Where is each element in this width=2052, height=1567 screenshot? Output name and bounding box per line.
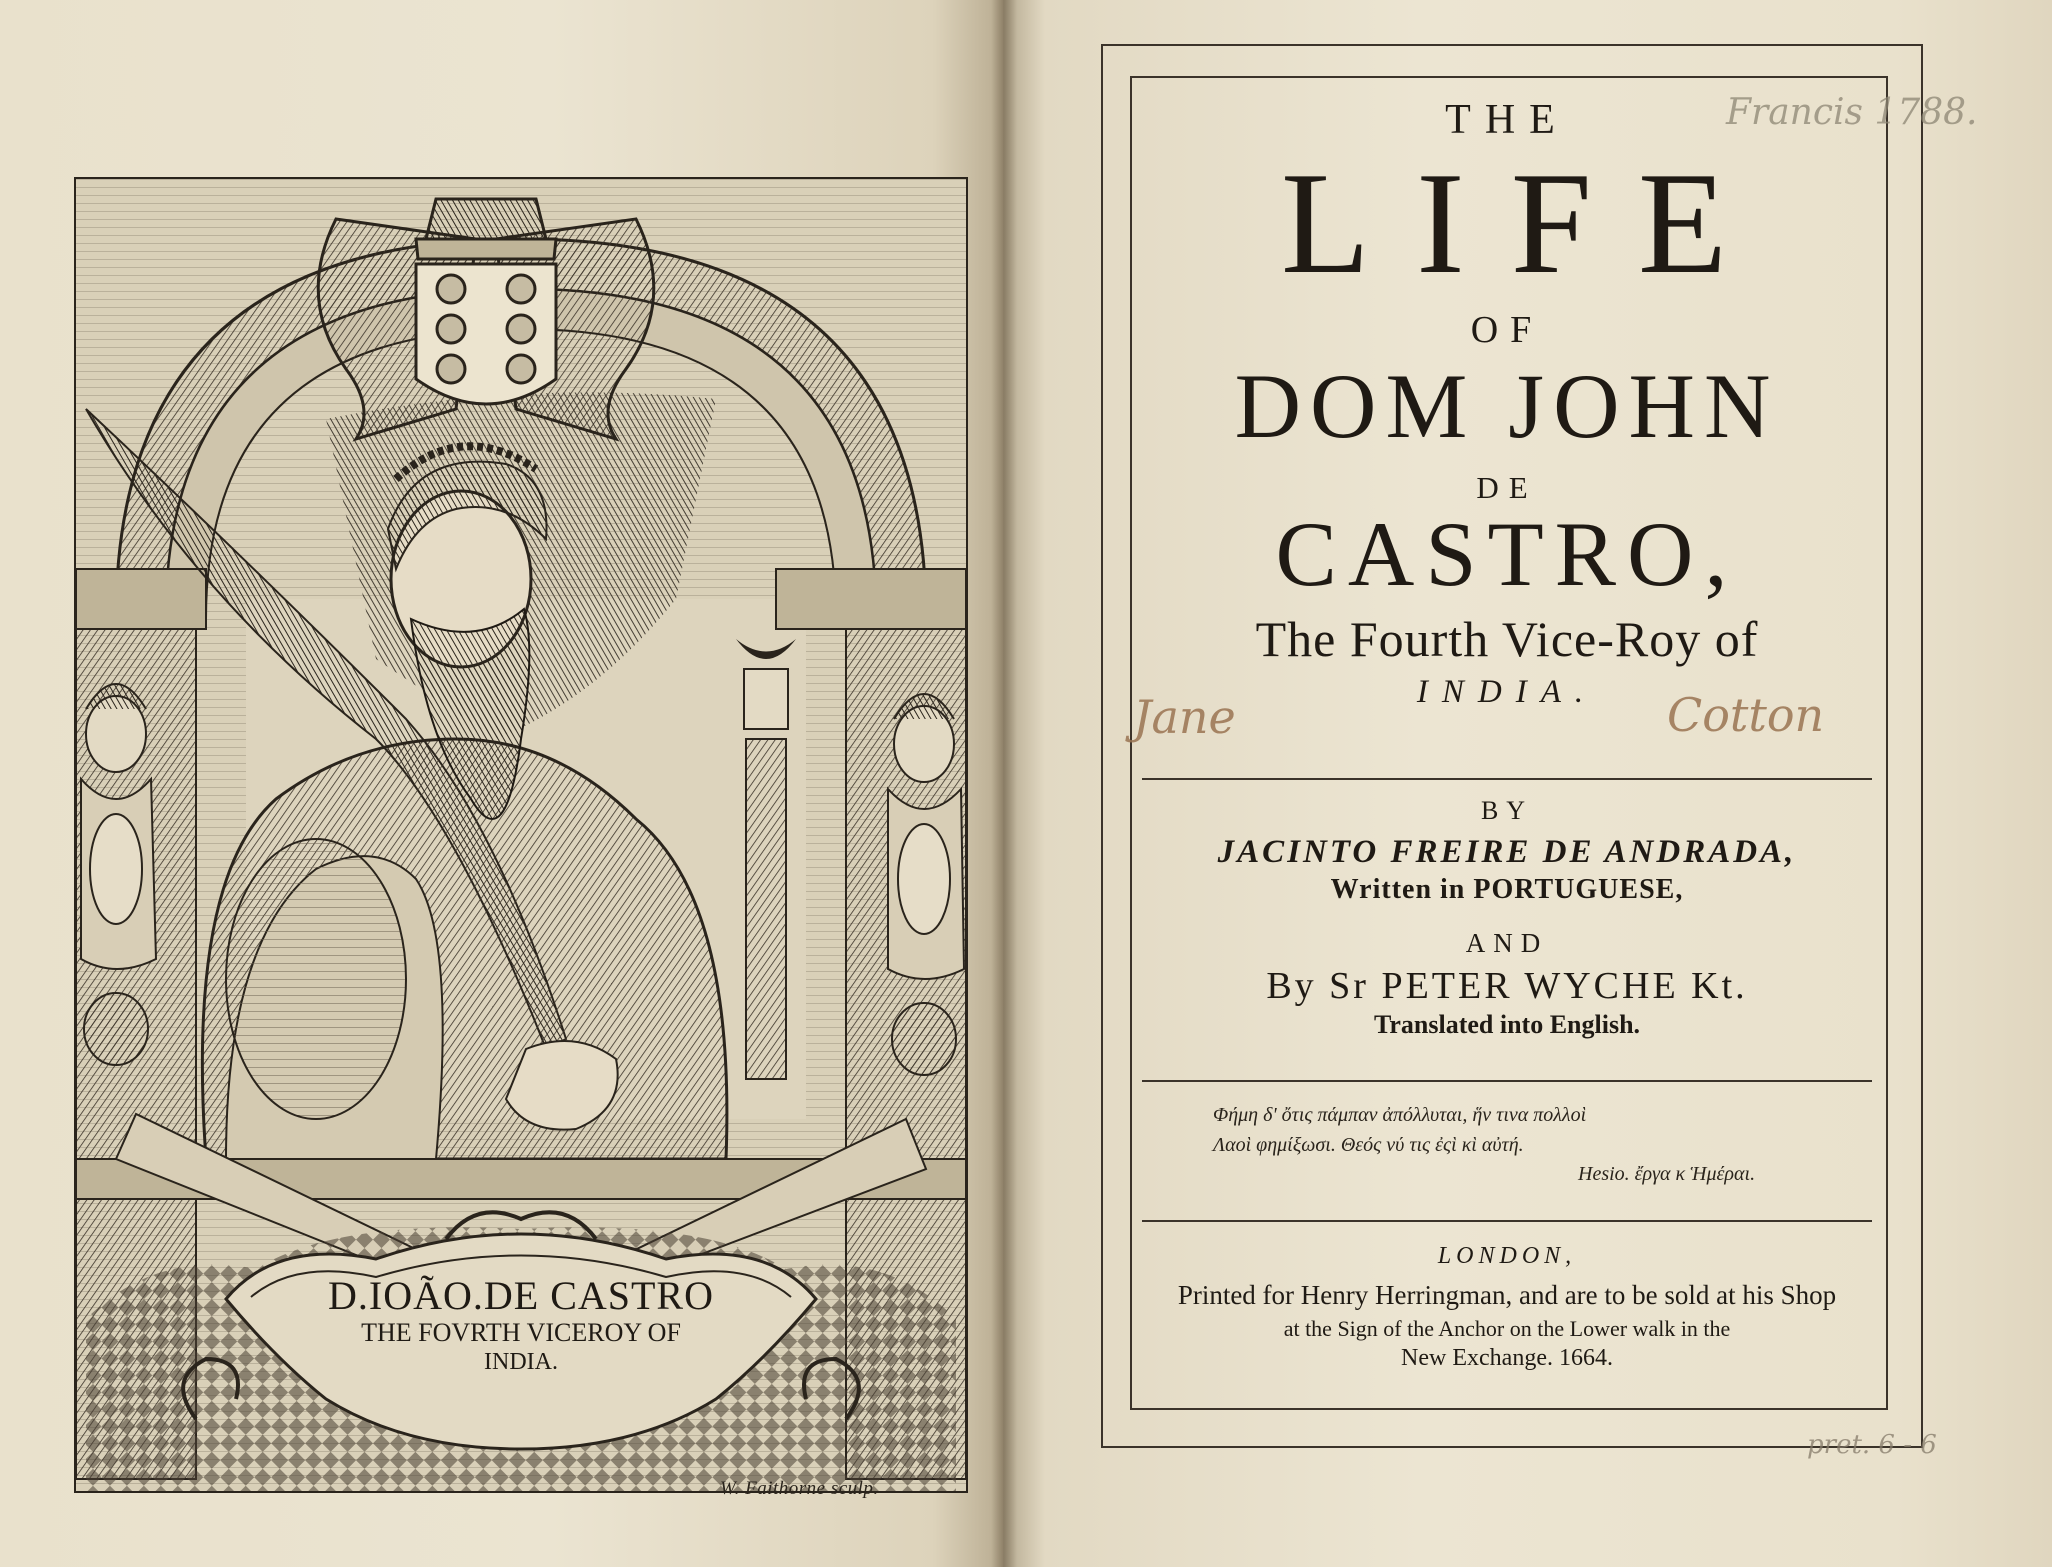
epigraph-line-1: Φήμη δ' ὄτις πάμπαν ἀπόλλυται, ἥν τινα πολλοὶ [1213,1104,1587,1126]
translated-into: Translated into English. [1373,1010,1641,1039]
handwritten-price: pret. 6 - 6 [1807,1430,1937,1460]
title-of: OF [1470,309,1544,351]
imprint-exchange-date: New Exchange. 1664. [1401,1345,1613,1371]
imprint-sign: at the Sign of the Anchor on the Lower walk in the [1283,1316,1731,1341]
written-in: Written in PORTUGUESE, [1330,874,1684,905]
imprint-london: LONDON, [1437,1243,1577,1269]
caption-title: THE FOVRTH VICEROY OF [361,1318,681,1347]
cartouche-caption [246,1274,796,1376]
imprint-printed-for: Printed for Henry Herringman, and are to be sold at his Shop [1177,1280,1837,1310]
handwritten-francis-1788: Francis 1788. [1726,92,1978,133]
author-name: JACINTO FREIRE DE ANDRADA, [1217,834,1797,870]
handwritten-cotton: Cotton [1667,688,1825,742]
rule-before-imprint [1142,1220,1872,1222]
title-vice-roy: The Fourth Vice-Roy of [1255,611,1759,667]
title-dom-john: DOM JOHN [1234,355,1780,457]
title-de: DE [1476,470,1538,505]
epigraph-line-2: Λαοὶ φημίξωσι. Θεός νύ τις ἐςὶ κὶ αὐτή. [1213,1134,1524,1156]
title-castro: CASTRO, [1275,503,1739,605]
handwritten-jane: Jane [1133,690,1236,744]
epigraph-source: Hesio. ἔργα κ Ἡμέραι. [1578,1163,1756,1185]
title-life: LIFE [1280,142,1774,304]
title-the: THE [1445,97,1569,143]
book-gutter [991,0,1017,1567]
translator-name: By Sr PETER WYCHE Kt. [1266,965,1748,1007]
frontispiece-engraving [74,177,968,1493]
rule-after-title [1142,778,1872,780]
by-label: BY [1480,796,1534,825]
caption-place: INDIA. [484,1349,558,1375]
title-india: INDIA. [1416,674,1598,710]
engraver-credit: W. Faithorne sculp. [720,1478,879,1499]
and-label: AND [1465,928,1549,958]
caption-name: D.IOÃO.DE CASTRO [328,1273,714,1318]
rule-before-epigraph [1142,1080,1872,1082]
